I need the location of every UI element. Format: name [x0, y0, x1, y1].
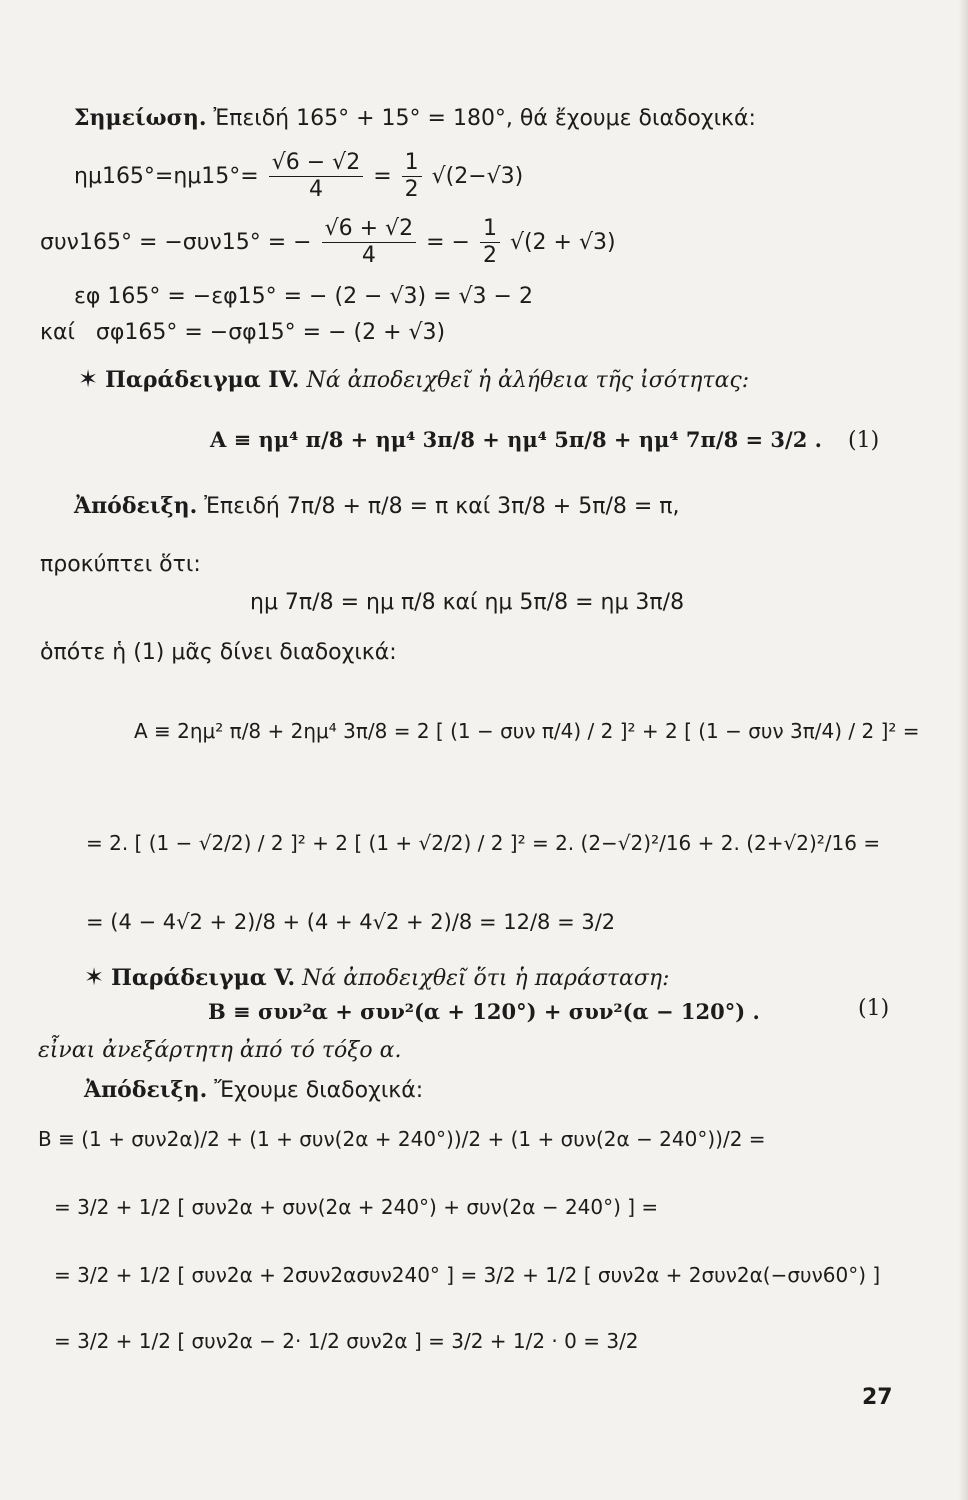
page-edge-shadow: [958, 0, 968, 1500]
page-number: 27: [862, 1385, 893, 1410]
eq2-numerator: √6 + √2: [322, 216, 416, 243]
eq1-half: [402, 150, 422, 204]
eq1-half-top: 1: [402, 150, 422, 177]
example5-independent-text: εἶναι ἀνεξάρτητη ἀπό τό τόξο α.: [38, 1038, 402, 1063]
example5-proof-text: Ἔχουμε διαδοχικά:: [214, 1078, 424, 1103]
eq4-kai: καί: [40, 320, 75, 345]
note-label: Σημείωση.: [74, 105, 207, 131]
eq2-equals: = −: [426, 229, 470, 255]
eq1-denominator: 4: [308, 177, 323, 203]
example4-step2: = 2. [ (1 − √2/2) / 2 ]² + 2 [ (1 + √2/2) / 2 ]² = 2. (2−√2)²/16 + 2. (2+√2)²/16 =: [86, 831, 881, 855]
eq1-numerator: √6 − √2: [269, 150, 363, 177]
example4-equation: A ≡ ημ⁴ π/8 + ημ⁴ 3π/8 + ημ⁴ 5π/8 + ημ⁴ 7π/8 = 3/2 .: [210, 427, 822, 452]
example4-title: Νά ἀποδειχθεῖ ἡ ἀλήθεια τῆς ἰσότητας:: [306, 368, 750, 393]
example5-proof-label: Ἀπόδειξη.: [84, 1077, 208, 1103]
eq2-rhs: √(2 + √3): [509, 229, 616, 255]
example4-eq-number: (1): [848, 428, 880, 453]
example4-step3: = (4 − 4√2 + 2)/8 + (4 + 4√2 + 2)/8 = 12/8 = 3/2: [86, 910, 616, 934]
example5-label: Παράδειγμα V.: [111, 965, 296, 991]
eq1-lhs: ημ165°=ημ15°=: [74, 163, 259, 189]
example4-label: Παράδειγμα IV.: [105, 367, 300, 393]
note-eq2: [40, 216, 616, 270]
note-text: Ἐπειδή 165° + 15° = 180°, θά ἔχουμε διαδοχικά:: [213, 106, 756, 131]
eq2-lhs: συν165° = −συν15° = −: [40, 229, 312, 255]
star-icon: ✶: [84, 963, 105, 991]
note-eq3: εφ 165° = −εφ15° = − (2 − √3) = √3 − 2: [74, 284, 533, 309]
example4-proof-label: Ἀπόδειξη.: [74, 493, 198, 519]
example4-heading: [78, 366, 749, 394]
note-eq4: [40, 320, 445, 345]
eq2-denominator: 4: [361, 243, 376, 269]
eq1-equals: =: [373, 163, 392, 189]
example4-step1: A ≡ 2ημ² π/8 + 2ημ⁴ 3π/8 = 2 [ (1 − συν π/4) / 2 ]² + 2 [ (1 − συν 3π/4) / 2 ]² =: [134, 719, 920, 743]
star-icon: ✶: [78, 365, 99, 393]
eq2-half-top: 1: [480, 216, 500, 243]
example5-line3: = 3/2 + 1/2 [ συν2α + 2συν2ασυν240° ] = 3/2 + 1/2 [ συν2α + 2συν2α(−συν60°) ]: [54, 1263, 881, 1287]
example5-line2: = 3/2 + 1/2 [ συν2α + συν(2α + 240°) + συν(2α − 240°) ] =: [54, 1195, 659, 1219]
eq1-fraction: [269, 150, 363, 204]
example5-proof-line: [84, 1078, 423, 1103]
note-eq1: [74, 150, 523, 204]
example4-results-text: προκύπτει ὅτι:: [40, 552, 201, 577]
eq4-body: σφ165° = −σφ15° = − (2 + √3): [95, 320, 446, 345]
example5-line4: = 3/2 + 1/2 [ συν2α − 2· 1/2 συν2α ] = 3/2 + 1/2 · 0 = 3/2: [54, 1329, 639, 1353]
example4-proof-text: Ἐπειδή 7π/8 + π/8 = π καί 3π/8 + 5π/8 = π,: [204, 494, 680, 519]
example5-eq-number: (1): [858, 996, 890, 1021]
example4-then-text: ὁπότε ἡ (1) μᾶς δίνει διαδοχικά:: [40, 640, 397, 665]
example5-heading: [84, 964, 669, 992]
eq1-half-bot: 2: [404, 177, 419, 203]
eq2-fraction: [322, 216, 416, 270]
example5-title: Νά ἀποδειχθεῖ ὅτι ἡ παράσταση:: [302, 966, 670, 991]
example5-line1: B ≡ (1 + συν2α)/2 + (1 + συν(2α + 240°))/2 + (1 + συν(2α − 240°))/2 =: [38, 1127, 766, 1151]
note-line: [74, 106, 756, 131]
eq2-half: [480, 216, 500, 270]
example4-proof-line: [74, 494, 680, 519]
example4-results-eq: ημ 7π/8 = ημ π/8 καί ημ 5π/8 = ημ 3π/8: [250, 590, 685, 615]
eq2-half-bot: 2: [482, 243, 497, 269]
example5-equation: B ≡ συν²α + συν²(α + 120°) + συν²(α − 120°) .: [208, 999, 760, 1024]
eq1-rhs: √(2−√3): [431, 163, 524, 189]
